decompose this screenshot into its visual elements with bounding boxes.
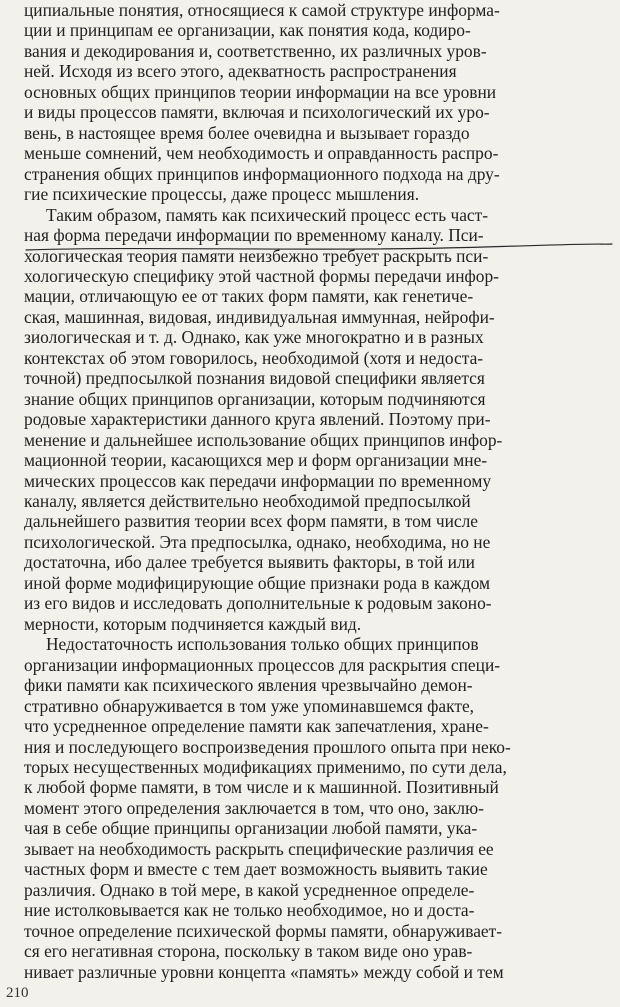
text-line: дальнейшего развития теории всех форм памяти, в том числе [24, 511, 479, 532]
text-line: частных форм и вместе с тем дает возможность выявить такие [24, 859, 488, 880]
text-line: ней. Исходя из всего этого, адекватность распространения [24, 61, 457, 82]
text-line: ская, машинная, видовая, индивидуальная иммунная, нейрофи- [24, 306, 495, 327]
text-line: меньше сомнений, чем необходимость и оправданность распро- [24, 143, 499, 164]
text-line: зиологическая и т. д. Однако, как уже многократно и в разных [24, 327, 484, 348]
text-line: нивает различные уровни концепта «память» между собой и тем [24, 961, 504, 982]
text-line: контекстах об этом говорилось, необходимой (хотя и недоста- [24, 347, 484, 368]
text-line: хологическая теория памяти неизбежно требует раскрыть пси- [24, 245, 489, 266]
text-line: ся его негативная сторона, поскольку в таком виде оно урав- [24, 941, 473, 962]
text-line: ная форма передачи информации по временному каналу. Пси- [24, 225, 484, 246]
text-line: мации, отличающую ее от таких форм памяти, как генетиче- [24, 286, 474, 307]
text-line: психологической. Эта предпосылка, однако, необходима, но не [24, 531, 491, 552]
text-line: хологическую специфику этой частной формы передачи инфор- [24, 265, 499, 286]
text-line: иной форме модифицирующие общие признаки рода в каждом [24, 572, 491, 593]
text-line: основных общих принципов теории информации на все уровни [24, 81, 497, 102]
text-line: мерности, которым подчиняется каждый вид. [24, 613, 362, 634]
text-line: из его видов и исследовать дополнительные к родовым законо- [24, 593, 492, 614]
text-line: чая в себе общие принципы организации любой памяти, ука- [24, 818, 478, 839]
text-line: ние истолковывается как не только необходимое, но и доста- [24, 900, 475, 921]
text-line: менение и дальнейшее использование общих принципов инфор- [24, 429, 503, 450]
text-line: ции и принципам ее организации, как понятия кода, кодиро- [24, 20, 471, 41]
text-line: к любой форме памяти, в том числе и к машинной. Позитивный [24, 777, 499, 798]
text-line: гие психические процессы, даже процесс мышления. [24, 184, 420, 205]
text-line: мационной теории, касающихся мер и форм организации мне- [24, 450, 488, 471]
text-line: стративно обнаруживается в том уже упоминавшемся факте, [24, 695, 475, 716]
text-line: фики памяти как психического явления чрезвычайно демон- [24, 675, 473, 696]
text-line: странения общих принципов информационного подхода на дру- [24, 163, 500, 184]
text-line: ния и последующего воспроизведения прошлого опыта при неко- [24, 736, 511, 757]
text-line: и виды процессов памяти, включая и психологический их уро- [24, 102, 490, 123]
text-line: момент этого определения заключается в том, что оно, заклю- [24, 797, 484, 818]
text-line: мических процессов как передачи информации по временному [24, 470, 492, 491]
pen-underline-mark [24, 242, 614, 254]
text-line: точное определение психической формы памяти, обнаруживает- [24, 920, 503, 941]
text-line: ципиальные понятия, относящиеся к самой структуре информа- [24, 0, 500, 20]
text-line: знание общих принципов организации, которым подчиняются [24, 388, 486, 409]
text-line: точной) предпосылкой познания видовой специфики является [24, 368, 485, 389]
paragraph-first-line: Недостаточность использования только общих принципов [46, 634, 479, 655]
text-line: зывает на необходимость раскрыть специфические различия ее [24, 838, 494, 859]
text-line: каналу, является действительно необходимой предпосылкой [24, 491, 471, 511]
text-line: родовые характеристики данного круга явлений. Поэтому при- [24, 409, 491, 430]
text-line: вень, в настоящее время более очевидна и вызывает гораздо [24, 122, 470, 143]
text-line: достаточна, ибо далее требуется выявить факторы, в той или [24, 552, 475, 573]
page-number: 210 [6, 985, 29, 1001]
text-line: торых несущественных модификациях применимо, по сути дела, [24, 756, 507, 777]
text-line: вания и декодирования и, соответственно, их различных уров- [24, 40, 487, 61]
text-line: организации информационных процессов для раскрытия специ- [24, 654, 501, 675]
paragraph-first-line: Таким образом, память как психический процесс есть част- [46, 204, 489, 225]
text-line: различия. Однако в той мере, в какой усредненное определе- [24, 879, 475, 900]
text-line: что усредненное определение памяти как запечатления, хране- [24, 716, 489, 737]
